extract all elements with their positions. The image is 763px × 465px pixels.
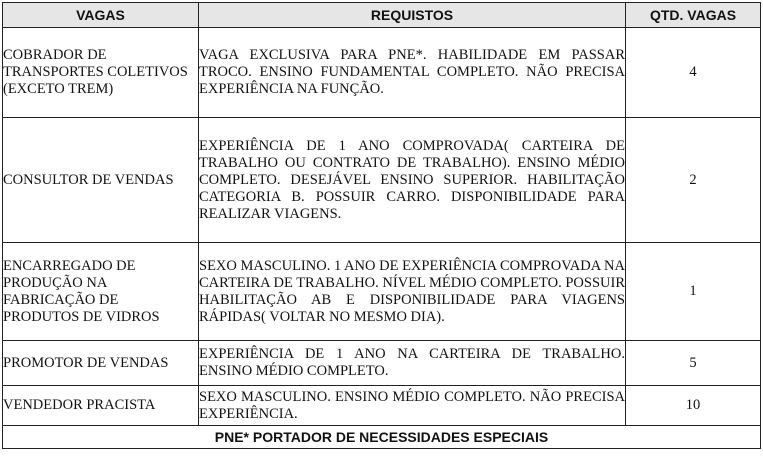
- header-qtd-vagas: QTD. VAGAS: [626, 3, 761, 28]
- vaga-cell: CONSULTOR DE VENDAS: [3, 118, 199, 243]
- requisitos-cell: SEXO MASCULINO. ENSINO MÉDIO COMPLETO. NÃO PRECISA EXPERIÊNCIA.: [199, 386, 626, 426]
- requisitos-cell: EXPERIÊNCIA DE 1 ANO NA CARTEIRA DE TRABALHO. ENSINO MÉDIO COMPLETO.: [199, 341, 626, 386]
- table-row: [3, 118, 761, 243]
- vaga-cell: ENCARREGADO DE PRODUÇÃO NA FABRICAÇÃO DE PRODUTOS DE VIDROS: [3, 243, 199, 341]
- qtd-cell: 10: [626, 386, 761, 426]
- table-row: [3, 28, 761, 118]
- requisitos-cell: EXPERIÊNCIA DE 1 ANO COMPROVADA( CARTEIRA DE TRABALHO OU CONTRATO DE TRABALHO). ENSINO MÉDIO COMPLETO. DESEJÁVEL ENSINO SUPERIOR. HABILITAÇÃO CATEGORIA B. POSSUIR CARRO. DISPONIBILIDADE PARA REALIZAR VIAGENS.: [199, 118, 626, 243]
- footer-note: PNE* PORTADOR DE NECESSIDADES ESPECIAIS: [3, 426, 761, 449]
- vaga-cell: VENDEDOR PRACISTA: [3, 386, 199, 426]
- table-row: [3, 243, 761, 341]
- header-row: [3, 3, 761, 28]
- header-vagas: VAGAS: [3, 3, 199, 28]
- header-requisitos: REQUISTOS: [199, 3, 626, 28]
- qtd-cell: 1: [626, 243, 761, 341]
- qtd-cell: 5: [626, 341, 761, 386]
- job-vacancies-table: [2, 2, 761, 449]
- requisitos-cell: SEXO MASCULINO. 1 ANO DE EXPERIÊNCIA COMPROVADA NA CARTEIRA DE TRABALHO. NÍVEL MÉDIO COMPLETO. POSSUIR HABILITAÇÃO AB E DISPONIBILIDADE PARA VIAGENS RÁPIDAS( VOLTAR NO MESMO DIA).: [199, 243, 626, 341]
- qtd-cell: 2: [626, 118, 761, 243]
- table-row: [3, 341, 761, 386]
- footer-row: [3, 426, 761, 449]
- vaga-cell: PROMOTOR DE VENDAS: [3, 341, 199, 386]
- table-row: [3, 386, 761, 426]
- vaga-cell: COBRADOR DE TRANSPORTES COLETIVOS (EXCETO TREM): [3, 28, 199, 118]
- requisitos-cell: VAGA EXCLUSIVA PARA PNE*. HABILIDADE EM PASSAR TROCO. ENSINO FUNDAMENTAL COMPLETO. NÃO PRECISA EXPERIÊNCIA NA FUNÇÃO.: [199, 28, 626, 118]
- qtd-cell: 4: [626, 28, 761, 118]
